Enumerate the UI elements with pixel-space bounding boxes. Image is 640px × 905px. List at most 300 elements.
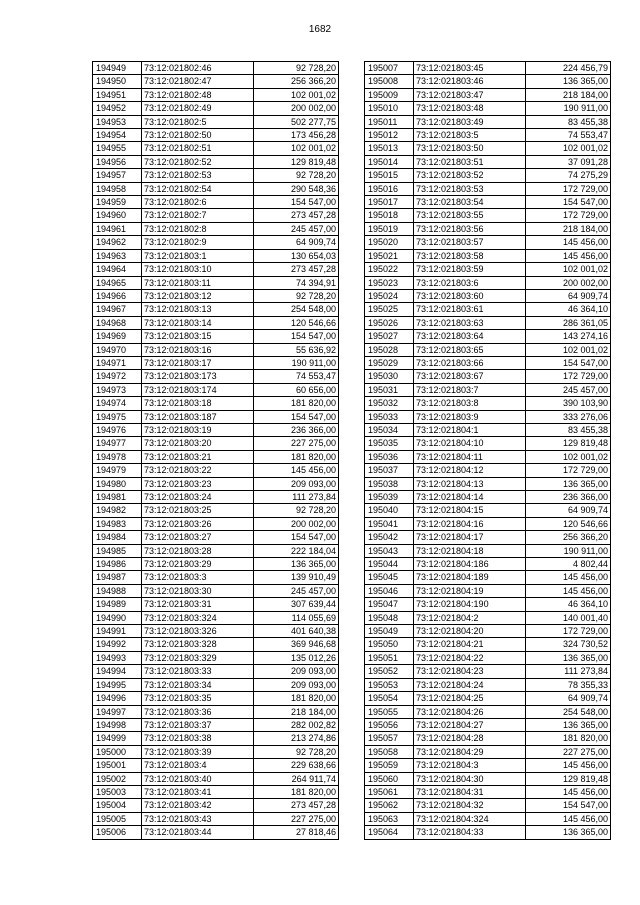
value-cell: 92 728,20 (254, 504, 339, 517)
value-cell: 181 820,00 (254, 692, 339, 705)
value-cell: 78 355,33 (526, 678, 611, 691)
value-cell: 333 276,06 (526, 410, 611, 423)
table-row (93, 678, 339, 691)
cadastral-number-cell: 73:12:021804:20 (414, 625, 526, 638)
table-row (365, 236, 611, 249)
value-cell: 282 002,82 (254, 718, 339, 731)
cadastral-number-cell: 73:12:021803:21 (142, 450, 254, 463)
value-cell: 290 548,36 (254, 182, 339, 195)
value-cell: 236 366,00 (254, 423, 339, 436)
value-cell: 136 365,00 (526, 75, 611, 88)
cadastral-number-cell: 73:12:021803:63 (414, 316, 526, 329)
table-row (365, 799, 611, 812)
cadastral-number-cell: 73:12:021803:16 (142, 343, 254, 356)
table-row (93, 330, 339, 343)
value-cell: 74 553,47 (526, 129, 611, 142)
row-number-cell: 194949 (93, 62, 142, 75)
value-cell: 135 012,26 (254, 651, 339, 664)
row-number-cell: 195017 (365, 196, 414, 209)
cadastral-number-cell: 73:12:021804:29 (414, 745, 526, 758)
cadastral-number-cell: 73:12:021803:65 (414, 343, 526, 356)
row-number-cell: 195019 (365, 222, 414, 235)
table-row (365, 544, 611, 557)
cadastral-number-cell: 73:12:021803:23 (142, 477, 254, 490)
cadastral-number-cell: 73:12:021804:189 (414, 571, 526, 584)
row-number-cell: 195055 (365, 705, 414, 718)
table-row (93, 155, 339, 168)
cadastral-number-cell: 73:12:021804:26 (414, 705, 526, 718)
cadastral-number-cell: 73:12:021804:14 (414, 491, 526, 504)
cadastral-number-cell: 73:12:021803:53 (414, 182, 526, 195)
value-cell: 145 456,00 (526, 759, 611, 772)
row-number-cell: 194954 (93, 129, 142, 142)
cadastral-number-cell: 73:12:021803:30 (142, 584, 254, 597)
table-row (93, 222, 339, 235)
cadastral-number-cell: 73:12:021804:18 (414, 544, 526, 557)
cadastral-number-cell: 73:12:021804:32 (414, 799, 526, 812)
value-cell: 136 365,00 (526, 651, 611, 664)
value-cell: 64 909,74 (526, 289, 611, 302)
value-cell: 173 456,28 (254, 129, 339, 142)
table-row (93, 544, 339, 557)
value-cell: 145 456,00 (526, 236, 611, 249)
row-number-cell: 195013 (365, 142, 414, 155)
table-row (93, 397, 339, 410)
row-number-cell: 195008 (365, 75, 414, 88)
row-number-cell: 195016 (365, 182, 414, 195)
row-number-cell: 195040 (365, 504, 414, 517)
cadastral-number-cell: 73:12:021802:46 (142, 62, 254, 75)
cadastral-number-cell: 73:12:021803:1 (142, 249, 254, 262)
value-cell: 145 456,00 (526, 812, 611, 825)
value-cell: 120 546,66 (526, 517, 611, 530)
cadastral-number-cell: 73:12:021803:6 (414, 276, 526, 289)
value-cell: 102 001,02 (526, 450, 611, 463)
row-number-cell: 195012 (365, 129, 414, 142)
row-number-cell: 195062 (365, 799, 414, 812)
cadastral-number-cell: 73:12:021803:10 (142, 263, 254, 276)
value-cell: 172 729,00 (526, 625, 611, 638)
value-cell: 4 802,44 (526, 558, 611, 571)
cadastral-number-cell: 73:12:021802:9 (142, 236, 254, 249)
table-row (93, 598, 339, 611)
row-number-cell: 194953 (93, 115, 142, 128)
value-cell: 172 729,00 (526, 370, 611, 383)
value-cell: 74 394,91 (254, 276, 339, 289)
table-row (93, 705, 339, 718)
cadastral-number-cell: 73:12:021804:23 (414, 665, 526, 678)
row-number-cell: 195005 (93, 812, 142, 825)
value-cell: 83 455,38 (526, 423, 611, 436)
table-row (365, 611, 611, 624)
value-cell: 46 364,10 (526, 598, 611, 611)
row-number-cell: 195039 (365, 491, 414, 504)
row-number-cell: 195063 (365, 812, 414, 825)
table-left-body (93, 62, 339, 840)
row-number-cell: 194963 (93, 249, 142, 262)
row-number-cell: 195027 (365, 330, 414, 343)
table-row (93, 571, 339, 584)
cadastral-number-cell: 73:12:021802:49 (142, 102, 254, 115)
cadastral-number-cell: 73:12:021803:26 (142, 517, 254, 530)
row-number-cell: 194974 (93, 397, 142, 410)
value-cell: 224 456,79 (526, 62, 611, 75)
cadastral-number-cell: 73:12:021802:54 (142, 182, 254, 195)
cadastral-number-cell: 73:12:021803:37 (142, 718, 254, 731)
row-number-cell: 194969 (93, 330, 142, 343)
row-number-cell: 195037 (365, 464, 414, 477)
value-cell: 136 365,00 (526, 718, 611, 731)
value-cell: 136 365,00 (254, 558, 339, 571)
cadastral-number-cell: 73:12:021803:187 (142, 410, 254, 423)
value-cell: 154 547,00 (254, 531, 339, 544)
value-cell: 245 457,00 (254, 222, 339, 235)
value-cell: 200 002,00 (526, 276, 611, 289)
cadastral-number-cell: 73:12:021803:49 (414, 115, 526, 128)
value-cell: 140 001,40 (526, 611, 611, 624)
row-number-cell: 194994 (93, 665, 142, 678)
table-row (365, 732, 611, 745)
row-number-cell: 194951 (93, 88, 142, 101)
row-number-cell: 194972 (93, 370, 142, 383)
row-number-cell: 195032 (365, 397, 414, 410)
value-cell: 273 457,28 (254, 263, 339, 276)
table-row (365, 222, 611, 235)
row-number-cell: 195010 (365, 102, 414, 115)
row-number-cell: 195049 (365, 625, 414, 638)
cadastral-number-cell: 73:12:021803:329 (142, 651, 254, 664)
row-number-cell: 195021 (365, 249, 414, 262)
table-row (93, 75, 339, 88)
value-cell: 60 656,00 (254, 383, 339, 396)
row-number-cell: 194950 (93, 75, 142, 88)
cadastral-number-cell: 73:12:021803:42 (142, 799, 254, 812)
row-number-cell: 194958 (93, 182, 142, 195)
cadastral-number-cell: 73:12:021803:48 (414, 102, 526, 115)
value-cell: 111 273,84 (526, 665, 611, 678)
cadastral-number-cell: 73:12:021802:8 (142, 222, 254, 235)
value-cell: 200 002,00 (254, 102, 339, 115)
row-number-cell: 195053 (365, 678, 414, 691)
row-number-cell: 195045 (365, 571, 414, 584)
cadastral-number-cell: 73:12:021804:190 (414, 598, 526, 611)
cadastral-number-cell: 73:12:021804:27 (414, 718, 526, 731)
value-cell: 190 911,00 (526, 544, 611, 557)
table-row (365, 504, 611, 517)
value-cell: 130 654,03 (254, 249, 339, 262)
value-cell: 55 636,92 (254, 343, 339, 356)
table-row (365, 102, 611, 115)
table-row (365, 812, 611, 825)
row-number-cell: 195061 (365, 785, 414, 798)
row-number-cell: 194957 (93, 169, 142, 182)
row-number-cell: 194976 (93, 423, 142, 436)
value-cell: 181 820,00 (526, 732, 611, 745)
table-row (365, 209, 611, 222)
value-cell: 172 729,00 (526, 182, 611, 195)
table-row (365, 397, 611, 410)
value-cell: 102 001,02 (526, 343, 611, 356)
cadastral-number-cell: 73:12:021803:58 (414, 249, 526, 262)
row-number-cell: 195011 (365, 115, 414, 128)
row-number-cell: 194967 (93, 303, 142, 316)
value-cell: 129 819,48 (526, 437, 611, 450)
table-row (365, 584, 611, 597)
table-row (93, 343, 339, 356)
cadastral-number-cell: 73:12:021803:61 (414, 303, 526, 316)
table-row (365, 303, 611, 316)
row-number-cell: 195015 (365, 169, 414, 182)
table-row (365, 598, 611, 611)
table-row (365, 745, 611, 758)
value-cell: 129 819,48 (254, 155, 339, 168)
row-number-cell: 195057 (365, 732, 414, 745)
row-number-cell: 194985 (93, 544, 142, 557)
value-cell: 83 455,38 (526, 115, 611, 128)
row-number-cell: 194965 (93, 276, 142, 289)
table-row (93, 410, 339, 423)
table-row (93, 88, 339, 101)
value-cell: 209 093,00 (254, 665, 339, 678)
cadastral-number-cell: 73:12:021803:67 (414, 370, 526, 383)
value-cell: 145 456,00 (526, 584, 611, 597)
row-number-cell: 195059 (365, 759, 414, 772)
table-row (365, 705, 611, 718)
cadastral-number-cell: 73:12:021803:33 (142, 665, 254, 678)
value-cell: 74 553,47 (254, 370, 339, 383)
value-cell: 369 946,68 (254, 638, 339, 651)
value-cell: 92 728,20 (254, 745, 339, 758)
value-cell: 324 730,52 (526, 638, 611, 651)
table-row (93, 812, 339, 825)
cadastral-number-cell: 73:12:021803:173 (142, 370, 254, 383)
cadastral-number-cell: 73:12:021803:43 (142, 812, 254, 825)
row-number-cell: 195051 (365, 651, 414, 664)
cadastral-number-cell: 73:12:021803:60 (414, 289, 526, 302)
value-cell: 286 361,05 (526, 316, 611, 329)
row-number-cell: 194962 (93, 236, 142, 249)
row-number-cell: 194996 (93, 692, 142, 705)
cadastral-number-cell: 73:12:021804:28 (414, 732, 526, 745)
row-number-cell: 195028 (365, 343, 414, 356)
table-row (365, 129, 611, 142)
registry-table-left (92, 61, 339, 840)
table-row (93, 517, 339, 530)
row-number-cell: 194984 (93, 531, 142, 544)
table-row (365, 142, 611, 155)
row-number-cell: 194966 (93, 289, 142, 302)
row-number-cell: 195033 (365, 410, 414, 423)
cadastral-number-cell: 73:12:021802:47 (142, 75, 254, 88)
table-row (365, 75, 611, 88)
row-number-cell: 195006 (93, 826, 142, 839)
table-row (93, 142, 339, 155)
table-row (93, 772, 339, 785)
table-row (365, 464, 611, 477)
row-number-cell: 194998 (93, 718, 142, 731)
cadastral-number-cell: 73:12:021802:51 (142, 142, 254, 155)
row-number-cell: 195030 (365, 370, 414, 383)
value-cell: 27 818,46 (254, 826, 339, 839)
table-row (365, 772, 611, 785)
value-cell: 254 548,00 (526, 705, 611, 718)
value-cell: 102 001,02 (254, 88, 339, 101)
value-cell: 129 819,48 (526, 772, 611, 785)
table-row (365, 289, 611, 302)
value-cell: 145 456,00 (526, 571, 611, 584)
row-number-cell: 194993 (93, 651, 142, 664)
cadastral-number-cell: 73:12:021803:50 (414, 142, 526, 155)
table-row (365, 249, 611, 262)
cadastral-number-cell: 73:12:021803:38 (142, 732, 254, 745)
table-row (365, 316, 611, 329)
value-cell: 114 055,69 (254, 611, 339, 624)
table-row (93, 799, 339, 812)
row-number-cell: 194964 (93, 263, 142, 276)
table-row (365, 155, 611, 168)
row-number-cell: 194960 (93, 209, 142, 222)
value-cell: 227 275,00 (254, 437, 339, 450)
value-cell: 143 274,16 (526, 330, 611, 343)
row-number-cell: 195038 (365, 477, 414, 490)
row-number-cell: 194975 (93, 410, 142, 423)
table-row (365, 330, 611, 343)
cadastral-number-cell: 73:12:021803:34 (142, 678, 254, 691)
row-number-cell: 195003 (93, 785, 142, 798)
table-row (93, 356, 339, 369)
cadastral-number-cell: 73:12:021803:14 (142, 316, 254, 329)
cadastral-number-cell: 73:12:021802:48 (142, 88, 254, 101)
row-number-cell: 194983 (93, 517, 142, 530)
row-number-cell: 195042 (365, 531, 414, 544)
value-cell: 236 366,00 (526, 491, 611, 504)
table-row (365, 263, 611, 276)
cadastral-number-cell: 73:12:021803:18 (142, 397, 254, 410)
table-row (365, 196, 611, 209)
table-row (365, 692, 611, 705)
value-cell: 190 911,00 (526, 102, 611, 115)
value-cell: 502 277,75 (254, 115, 339, 128)
table-row (93, 558, 339, 571)
table-row (93, 62, 339, 75)
row-number-cell: 195044 (365, 558, 414, 571)
table-row (365, 785, 611, 798)
value-cell: 245 457,00 (526, 383, 611, 396)
table-row (93, 745, 339, 758)
value-cell: 64 909,74 (526, 692, 611, 705)
table-row (93, 169, 339, 182)
row-number-cell: 194977 (93, 437, 142, 450)
cadastral-number-cell: 73:12:021802:5 (142, 115, 254, 128)
row-number-cell: 195026 (365, 316, 414, 329)
table-row (365, 651, 611, 664)
value-cell: 190 911,00 (254, 356, 339, 369)
cadastral-number-cell: 73:12:021802:50 (142, 129, 254, 142)
cadastral-number-cell: 73:12:021804:10 (414, 437, 526, 450)
cadastral-number-cell: 73:12:021803:40 (142, 772, 254, 785)
value-cell: 245 457,00 (254, 584, 339, 597)
row-number-cell: 194987 (93, 571, 142, 584)
value-cell: 200 002,00 (254, 517, 339, 530)
row-number-cell: 194968 (93, 316, 142, 329)
table-row (93, 303, 339, 316)
cadastral-number-cell: 73:12:021803:47 (414, 88, 526, 101)
row-number-cell: 195029 (365, 356, 414, 369)
row-number-cell: 195025 (365, 303, 414, 316)
cadastral-number-cell: 73:12:021803:64 (414, 330, 526, 343)
value-cell: 307 639,44 (254, 598, 339, 611)
cadastral-number-cell: 73:12:021802:52 (142, 155, 254, 168)
table-row (365, 88, 611, 101)
cadastral-number-cell: 73:12:021804:24 (414, 678, 526, 691)
value-cell: 390 103,90 (526, 397, 611, 410)
table-row (93, 692, 339, 705)
cadastral-number-cell: 73:12:021803:55 (414, 209, 526, 222)
cadastral-number-cell: 73:12:021803:328 (142, 638, 254, 651)
table-row (365, 678, 611, 691)
value-cell: 254 548,00 (254, 303, 339, 316)
value-cell: 120 546,66 (254, 316, 339, 329)
table-row (93, 531, 339, 544)
value-cell: 172 729,00 (526, 464, 611, 477)
cadastral-number-cell: 73:12:021802:53 (142, 169, 254, 182)
cadastral-number-cell: 73:12:021803:36 (142, 705, 254, 718)
table-right-body (365, 62, 611, 840)
table-row (93, 785, 339, 798)
row-number-cell: 194959 (93, 196, 142, 209)
table-row (365, 558, 611, 571)
table-row (93, 129, 339, 142)
table-row (93, 651, 339, 664)
row-number-cell: 194980 (93, 477, 142, 490)
table-row (93, 437, 339, 450)
value-cell: 145 456,00 (526, 249, 611, 262)
cadastral-number-cell: 73:12:021803:7 (414, 383, 526, 396)
value-cell: 139 910,49 (254, 571, 339, 584)
row-number-cell: 194992 (93, 638, 142, 651)
value-cell: 256 366,20 (526, 531, 611, 544)
value-cell: 74 275,29 (526, 169, 611, 182)
cadastral-number-cell: 73:12:021804:22 (414, 651, 526, 664)
row-number-cell: 194986 (93, 558, 142, 571)
value-cell: 256 366,20 (254, 75, 339, 88)
value-cell: 401 640,38 (254, 625, 339, 638)
table-row (93, 718, 339, 731)
value-cell: 229 638,66 (254, 759, 339, 772)
table-row (365, 423, 611, 436)
value-cell: 218 184,00 (526, 88, 611, 101)
cadastral-number-cell: 73:12:021803:15 (142, 330, 254, 343)
row-number-cell: 194955 (93, 142, 142, 155)
table-row (93, 115, 339, 128)
table-row (365, 410, 611, 423)
table-row (93, 504, 339, 517)
value-cell: 102 001,02 (526, 263, 611, 276)
value-cell: 222 184,04 (254, 544, 339, 557)
cadastral-number-cell: 73:12:021803:66 (414, 356, 526, 369)
cadastral-number-cell: 73:12:021804:33 (414, 826, 526, 839)
row-number-cell: 195054 (365, 692, 414, 705)
row-number-cell: 195001 (93, 759, 142, 772)
page-number: 1682 (308, 24, 332, 35)
cadastral-number-cell: 73:12:021803:22 (142, 464, 254, 477)
table-row (365, 343, 611, 356)
cadastral-number-cell: 73:12:021803:52 (414, 169, 526, 182)
row-number-cell: 195009 (365, 88, 414, 101)
row-number-cell: 195024 (365, 289, 414, 302)
cadastral-number-cell: 73:12:021803:27 (142, 531, 254, 544)
table-row (365, 625, 611, 638)
